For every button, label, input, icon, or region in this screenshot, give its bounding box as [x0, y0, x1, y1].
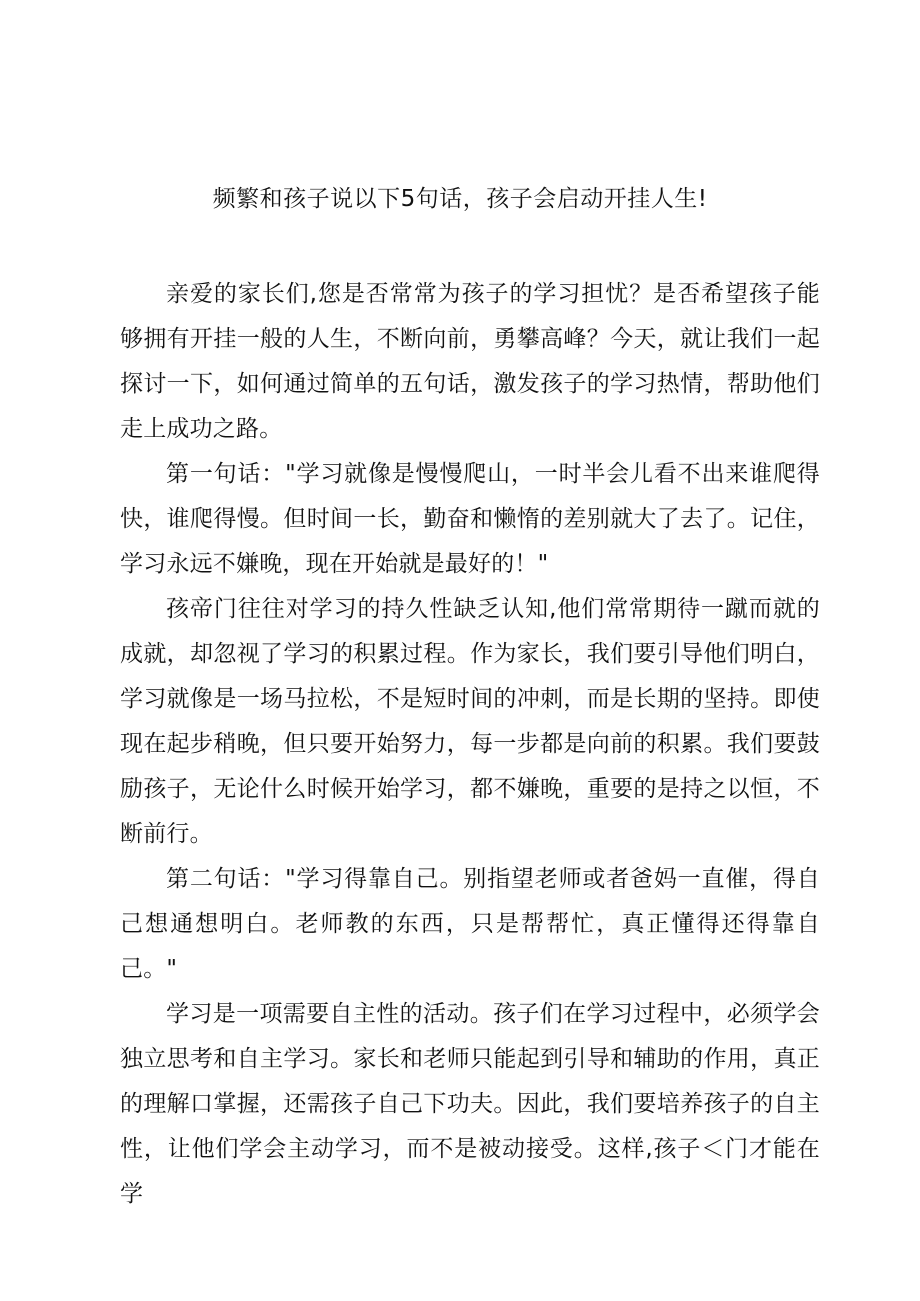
- paragraph-second-explanation: 学习是一项需要自主性的活动。孩子们在学习过程中，必须学会独立思考和自主学习。家长和老师只能起到引导和辅助的作用，真正的理解口掌握，还需孩子自己下功夫。因此，我们要培养孩子的自主性，让他们学会主动学习，而不是被动接受。这样,孩子＜门才能在学: [120, 1001, 820, 1207]
- document-title: 频繁和孩子说以下5句话，孩子会启动开挂人生!: [212, 186, 708, 212]
- paragraph-first-explanation: 孩帝门往往对学习的持久性缺乏认知,他们常常期待一蹴而就的成就，却忽视了学习的积累过程。作为家长，我们要引导他们明白，学习就像是一场马拉松，不是短时间的冲刺，而是长期的坚持。即使现在起步稍晚，但只要开始努力，每一步都是向前的积累。我们要鼓励孩子，无论什么时候开始学习，都不嫌晚，重要的是持之以恒，不断前行。: [120, 596, 820, 847]
- paragraph-intro: 亲爱的家长们,您是否常常为孩子的学习担忧？是否希望孩子能够拥有开挂一般的人生，不断向前，勇攀高峰？今天，就让我们一起探讨一下，如何通过简单的五句话，激发孩子的学习热情，帮助他们走上成功之路。: [120, 281, 820, 442]
- document-body: [120, 272, 820, 1217]
- paragraph-second-quote: 第二句话："学习得靠自己。别指望老师或者爸妈一直催，得自己想通想明白。老师教的东西，只是帮帮忙，真正懂得还得靠自己。": [120, 866, 820, 982]
- paragraph-first-quote: 第一句话："学习就像是慢慢爬山，一时半会儿看不出来谁爬得快，谁爬得慢。但时间一长，勤奋和懒惰的差别就大了去了。记住，学习永远不嫌晚，现在开始就是最好的！": [120, 461, 820, 577]
